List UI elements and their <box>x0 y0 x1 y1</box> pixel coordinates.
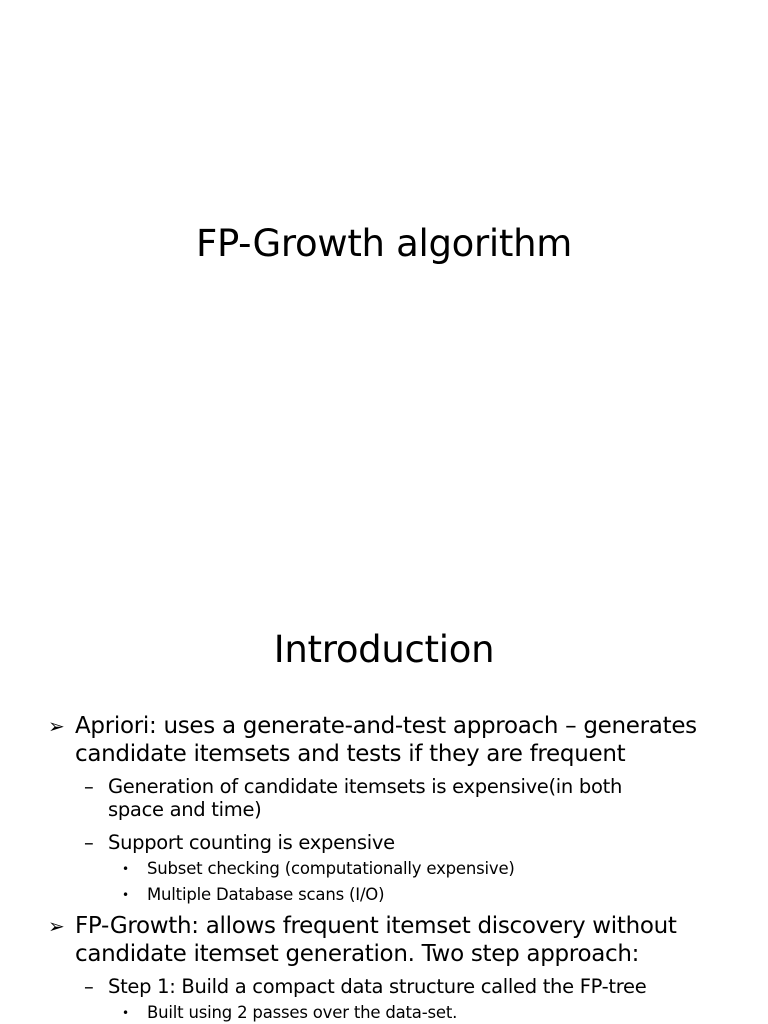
sub-bullet-text: Generation of candidate itemsets is expensive(in both <box>108 775 622 798</box>
arrow-bullet-icon: ➢ <box>48 714 65 738</box>
sub-sub-bullet-text: Multiple Database scans (I/O) <box>147 885 385 904</box>
slide-title: FP-Growth algorithm <box>195 222 573 265</box>
dash-bullet-icon: – <box>84 831 94 854</box>
slide-2 <box>0 576 768 1024</box>
sub-bullet-text: space and time) <box>108 798 262 821</box>
dot-bullet-icon: • <box>122 888 130 902</box>
dash-bullet-icon: – <box>84 975 94 998</box>
sub-sub-bullet-text: Subset checking (computationally expensive) <box>147 859 515 878</box>
dot-bullet-icon: • <box>122 862 130 876</box>
bullet-text: Apriori: uses a generate-and-test approach – generates <box>75 713 697 739</box>
sub-bullet-text: Step 1: Build a compact data structure called the FP-tree <box>108 975 647 998</box>
dot-bullet-icon: • <box>122 1006 130 1020</box>
arrow-bullet-icon: ➢ <box>48 914 65 938</box>
sub-sub-bullet-text: Built using 2 passes over the data-set. <box>147 1003 458 1022</box>
bullet-text: FP-Growth: allows frequent itemset discovery without <box>75 913 677 939</box>
slide-title: Introduction <box>273 628 495 671</box>
sub-bullet-text: Support counting is expensive <box>108 831 395 854</box>
dash-bullet-icon: – <box>84 775 94 798</box>
bullet-text: candidate itemsets and tests if they are frequent <box>75 741 626 767</box>
bullet-text: candidate itemset generation. Two step approach: <box>75 941 640 967</box>
